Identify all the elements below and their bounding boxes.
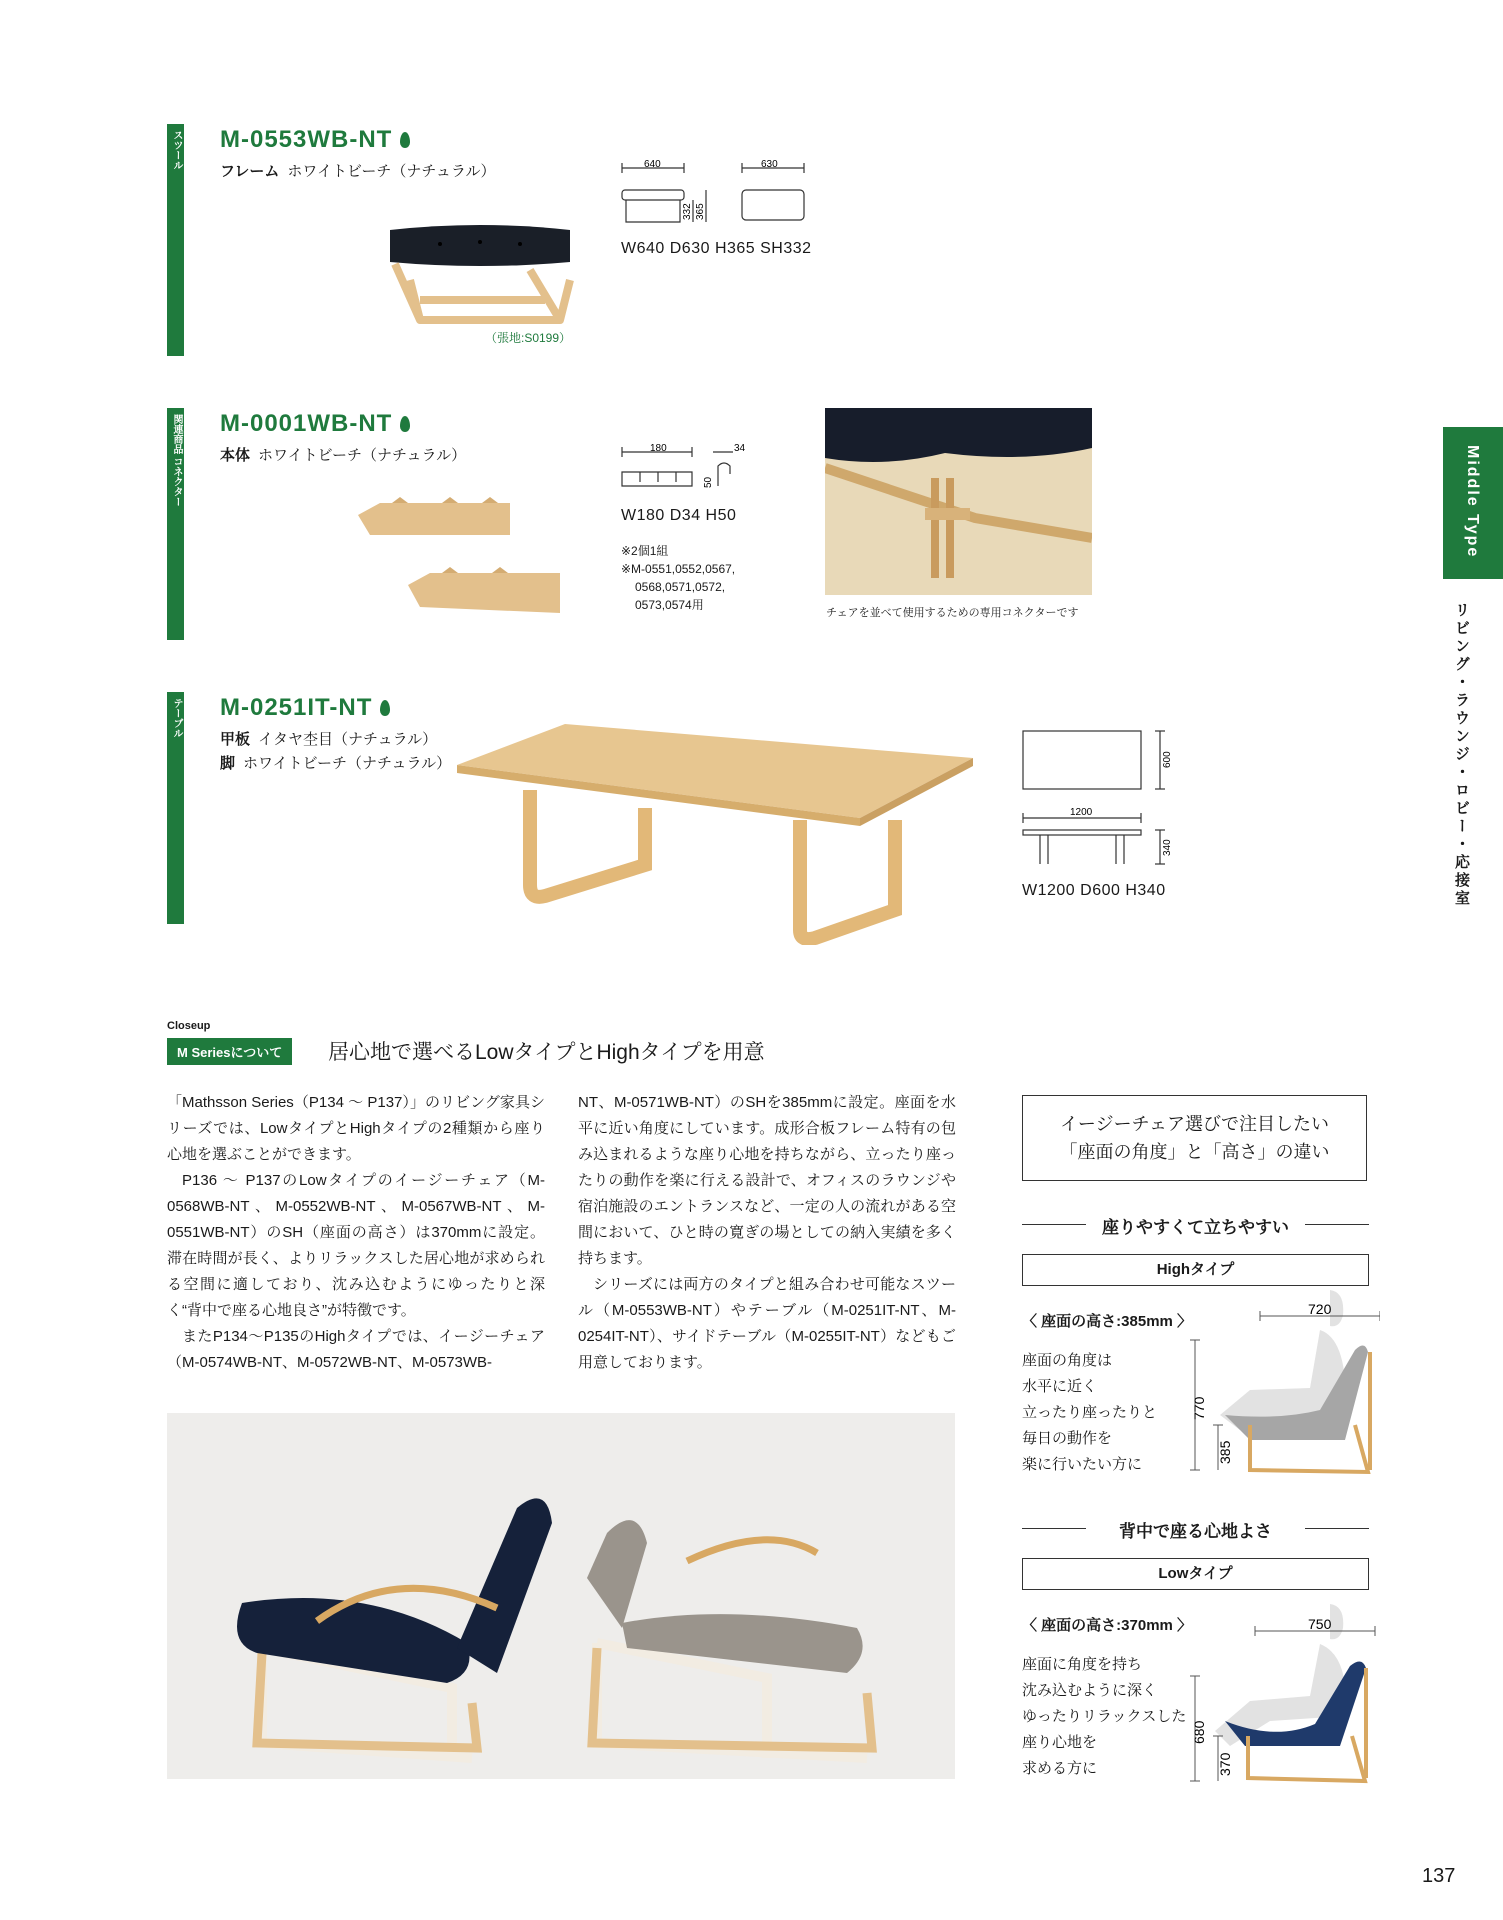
low-type-label: Lowタイプ [1022,1558,1369,1590]
stool-photo [380,220,580,330]
model-number: M-0251IT-NT [220,694,390,722]
dim-h: 340 [1162,839,1173,856]
high-chair-diagram [1180,1280,1380,1480]
table-dimension-drawing [1020,728,1190,873]
category-bar-table: テーブル [167,692,184,924]
dim-h: 50 [703,476,714,488]
dim-d: 600 [1162,751,1173,768]
closeup-title: 居心地で選べるLowタイプとHighタイプを用意 [328,1041,765,1064]
eco-leaf-icon [400,416,410,432]
dim-h: 365 [695,203,706,220]
connector-dimension-drawing [618,444,758,504]
high-description: 座面の角度は 水平に近く 立ったり座ったりと 毎日の動作を 楽に行いたい方に [1022,1352,1158,1473]
connector-caption: チェアを並べて使用するための専用コネクターです [826,607,1079,619]
connector-notes: ※2個1組 ※M-0551,0552,0567, 0568,0571,0572, 0573,0574用 [621,544,736,612]
low-heading: 背中で座る心地よさ [1022,1517,1369,1542]
table-photo [455,720,975,945]
low-description: 座面に角度を持ち 沈み込むように深く ゆったりリラックスした 座り心地を 求める方に [1022,1656,1187,1777]
connector-photo [350,495,570,635]
low-dim-sh: 370 [1217,1752,1233,1776]
spec-top-and-legs: 甲板 イタヤ杢目（ナチュラル） 脚 ホワイトビーチ（ナチュラル） [220,731,452,772]
dim-w: 1200 [1070,807,1093,818]
series-badge: M Seriesについて [167,1038,292,1065]
model-number: M-0553WB-NT [220,126,410,154]
spec-body: 本体 ホワイトビーチ（ナチュラル） [220,447,467,464]
dim-sh: 332 [682,203,693,220]
connector-dimensions: W180 D34 H50 [621,507,737,524]
dim-d: 34 [734,444,746,454]
body-column-2: NT、M-0571WB-NT）のSHを385mmに設定。座面を水平に近い角度にしています。成形合板フレーム特有の包み込まれるような座り心地を持ちながら、立ったり座ったりの動作を楽に行える設計で、オフィスのラウンジや宿泊施設のエントランスなど、一定の人の流れがある空間において、ひと時の寛ぎの場としての納入実績を多く持ちます。 シリーズには両方のタイプと組み合わせ可能なスツール（M-0553WB-NT）やテーブル（M-0251IT-NT、M-0254IT-NT）、サイドテーブル（M-0255IT-NT）などもご用意しております。 [578,1094,956,1371]
closeup-kicker: Closeup [167,1020,211,1032]
dim-w: 640 [644,159,661,170]
spec-frame: フレーム ホワイトビーチ（ナチュラル） [220,163,496,180]
high-heading: 座りやすくて立ちやすい [1022,1213,1369,1238]
low-dim-w: 750 [1308,1616,1332,1632]
low-chair-diagram [1180,1596,1380,1786]
low-seat-height: 〈 座面の高さ:370mm 〉 [1022,1617,1193,1634]
side-category: リビング・ラウンジ・ロビー・応接室 [1453,602,1470,908]
stool-dimension-drawing [618,158,818,230]
body-column-1: 「Mathsson Series（P134 ～ P137）」のリビング家具シリーズでは、LowタイプとHighタイプの2種類から座り心地を選ぶことができます。 P136 ～ P137のLowタイプのイージーチェア（M-0568WB-NT、M-0552WB-NT、M-0567WB-NT、M-0551WB-NT）のSH（座面の高さ）は370mmに設定。滞在時間が長く、よりリラックスした居心地が求められる空間に適しており、沈み込むようにゆったりと深く“背中で座る心地良さ”が特徴です。 またP134～P135のHighタイプでは、イージーチェア（M-0574WB-NT、M-0572WB-NT、M-0573WB- [167,1094,545,1371]
high-dim-sh: 385 [1217,1440,1233,1464]
table-dimensions: W1200 D600 H340 [1022,882,1166,899]
stool-dimensions: W640 D630 H365 SH332 [621,240,812,257]
model-number: M-0001WB-NT [220,410,410,438]
page-number: 137 [1422,1865,1456,1887]
high-type-label: Highタイプ [1022,1254,1369,1286]
side-tab-middle-type[interactable]: Middle Type [1443,427,1503,579]
fabric-note: （張地:S0199） [485,331,572,345]
eco-leaf-icon [400,132,410,148]
connector-usage-photo [825,408,1092,595]
lounge-chairs-photo [167,1413,955,1779]
high-dim-h: 770 [1191,1396,1207,1420]
high-dim-w: 720 [1308,1301,1332,1317]
high-seat-height: 〈 座面の高さ:385mm 〉 [1022,1313,1193,1330]
category-bar-stool: スツール [167,124,184,356]
dim-w: 180 [650,444,667,454]
dim-d: 630 [761,159,778,170]
low-dim-h: 680 [1191,1720,1207,1744]
eco-leaf-icon [380,700,390,716]
category-bar-connector: 関連商品 コネクター [167,408,184,640]
compare-intro-box: イージーチェア選びで注目したい 「座面の角度」と「高さ」の違い [1022,1095,1367,1181]
